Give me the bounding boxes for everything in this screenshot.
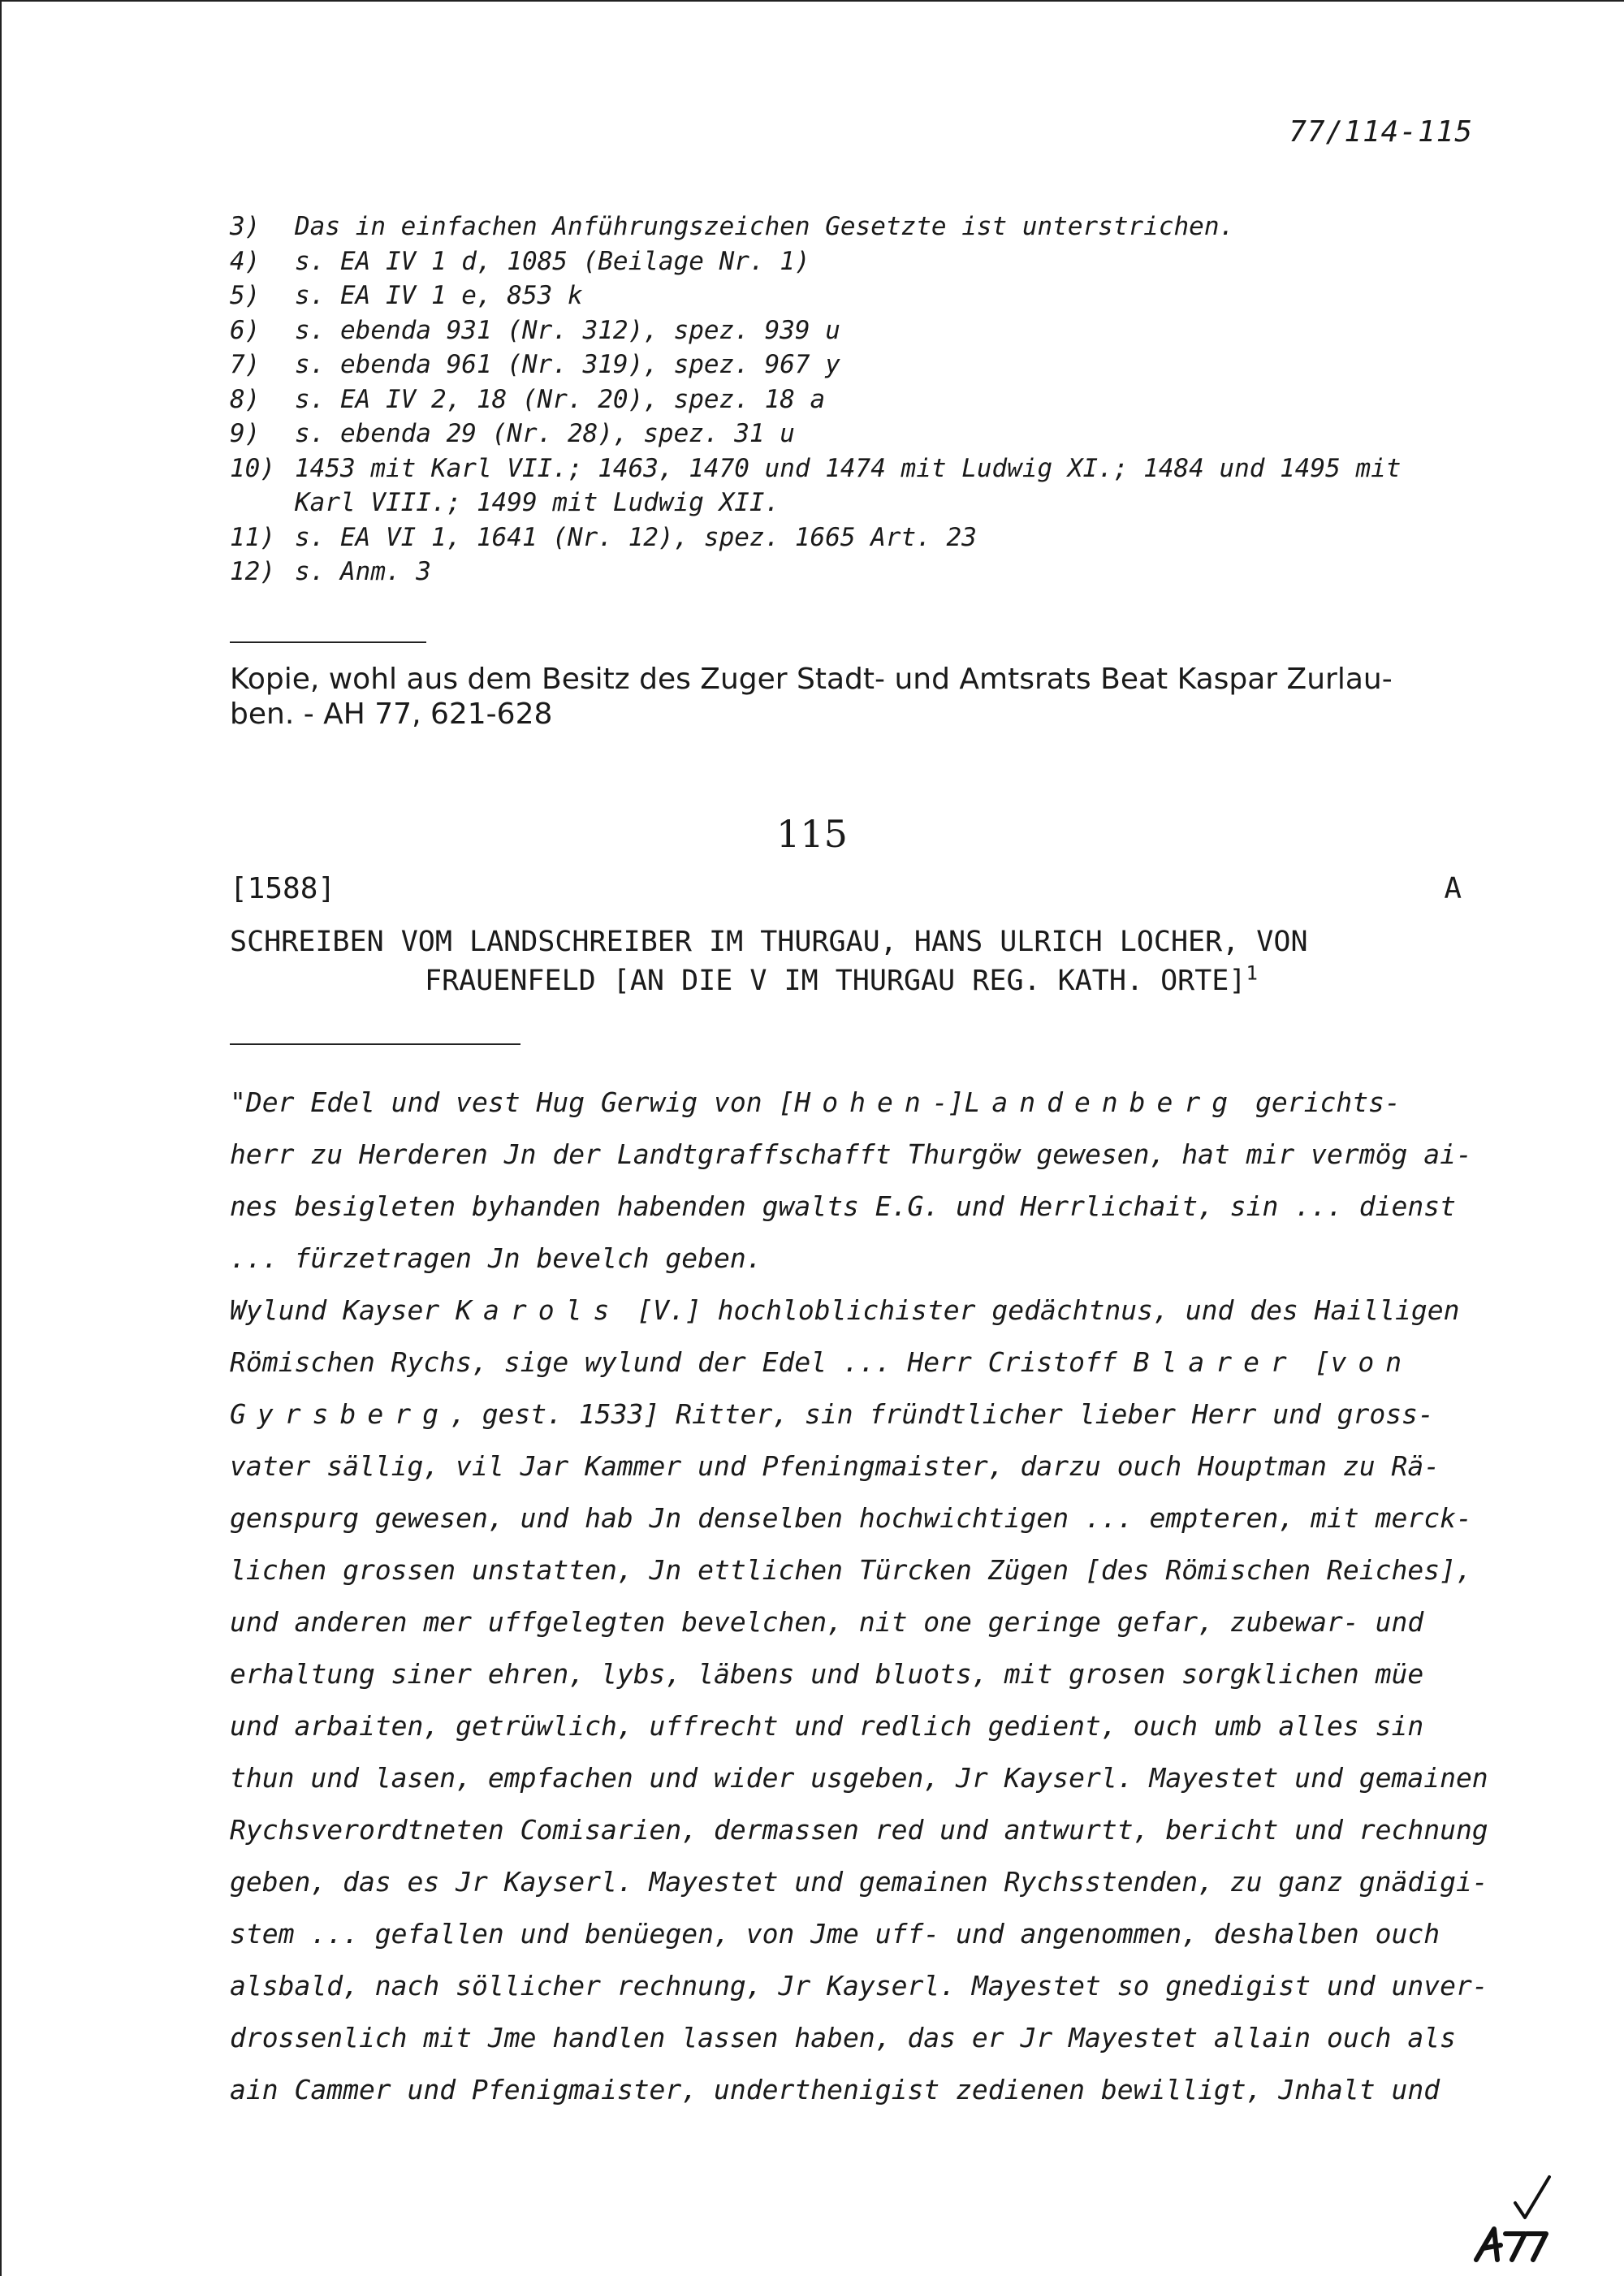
footnote-item: [230, 417, 1497, 451]
footnote-item: [230, 313, 1497, 348]
spaced-name: Gyrsberg: [230, 1398, 450, 1430]
spaced-name: Hohen: [794, 1086, 932, 1118]
text-run: , gest. 1533] Ritter, sin fründtlicher lieber Herr und gross-: [449, 1398, 1434, 1430]
footnote-text: s. Anm. 3: [295, 557, 431, 586]
text-run: [V.] hochloblichister gedächtnus, und des Hailligen: [620, 1294, 1460, 1326]
footnote-number: 6): [230, 315, 261, 345]
footnote-text: s. EA VI 1, 1641 (Nr. 12), spez. 1665 Art. 23: [295, 522, 977, 552]
body-line: Rychsverordtneten Comisarien, dermassen red und antwurtt, bericht und rechnung: [230, 1814, 1488, 1846]
handwritten-check-marks: [1458, 2170, 1572, 2268]
body-line: nes besigleten byhanden habenden gwalts E.G. und Herrlichait, sin ... dienst: [230, 1190, 1456, 1222]
body-line: vater sällig, vil Jar Kammer und Pfeningmaister, darzu ouch Houptman zu Rä-: [230, 1450, 1440, 1482]
footnote-text: s. EA IV 1 d, 1085 (Beilage Nr. 1): [295, 246, 810, 276]
footnote-text: s. ebenda 931 (Nr. 312), spez. 939 u: [295, 315, 840, 345]
footnote-item: [230, 555, 1497, 590]
text-run: [: [1298, 1346, 1331, 1378]
text-run: Wylund Kayser: [230, 1294, 456, 1326]
footnote-number: 11): [230, 522, 275, 552]
body-line: alsbald, nach söllicher rechnung, Jr Kayserl. Mayestet so gnedigist und unver-: [230, 1970, 1488, 2002]
footnote-text: s. ebenda 961 (Nr. 319), spez. 967 y: [295, 350, 840, 379]
body-line: drossenlich mit Jme handlen lassen haben, das er Jr Mayestet allain ouch als: [230, 2022, 1456, 2054]
body-line: [230, 1285, 1513, 1337]
footnote-item: [230, 279, 1497, 313]
footnote-number: 3): [230, 212, 261, 241]
body-line: ... fürzetragen Jn bevelch geben.: [230, 1242, 762, 1274]
spaced-name: Karols: [456, 1294, 621, 1326]
body-line: und arbaiten, getrüwlich, uffrecht und redlich gedient, ouch umb alles sin: [230, 1710, 1424, 1742]
footnote-number: 12): [230, 557, 275, 586]
body-line: erhaltung siner ehren, lybs, läbens und bluots, mit grosen sorgklichen müe: [230, 1658, 1424, 1690]
footnote-text: s. EA IV 1 e, 853 k: [295, 281, 583, 310]
footnote-number: 7): [230, 350, 261, 379]
footnote-text: 1453 mit Karl VII.; 1463, 1470 und 1474 mit Ludwig XI.; 1484 und 1495 mit Karl VIII.; 1499 mit Ludwig XII.: [295, 453, 1402, 517]
footnote-text: Das in einfachen Anführungszeichen Gesetzte ist unterstrichen.: [295, 212, 1235, 241]
footnote-item: [230, 520, 1497, 555]
body-line: stem ... gefallen und benüegen, von Jme uff- und angenommen, deshalben ouch: [230, 1918, 1440, 1950]
footnotes-list: [230, 209, 1497, 590]
text-run: -]: [931, 1086, 965, 1118]
heading-line: SCHREIBEN VOM LANDSCHREIBER IM THURGAU, HANS ULRICH LOCHER, VON: [230, 926, 1308, 958]
body-line: herr zu Herderen Jn der Landtgraffschafft Thurgöw gewesen, hat mir vermög ai-: [230, 1138, 1472, 1170]
source-note-line: Kopie, wohl aus dem Besitz des Zuger Stadt- und Amtsrats Beat Kaspar Zurlau-: [230, 663, 1393, 696]
footnote-item: [230, 348, 1497, 382]
footnote-item: [230, 209, 1497, 244]
body-line: geben, das es Jr Kayserl. Mayestet und gemainen Rychsstenden, zu ganz gnädigi-: [230, 1866, 1488, 1898]
footnote-text: s. EA IV 2, 18 (Nr. 20), spez. 18 a: [295, 384, 826, 414]
footnote-number: 4): [230, 246, 261, 276]
heading-line-text: FRAUENFELD [AN DIE V IM THURGAU REG. KATH. ORTE]: [425, 965, 1246, 997]
footnote-divider: [230, 1043, 520, 1045]
text-run: Römischen Rychs, sige wylund der Edel ... Herr Cristoff: [230, 1346, 1134, 1378]
footnote-marker: 1: [1246, 961, 1258, 985]
body-line: ain Cammer und Pfenigmaister, underthenigist zedienen bewilligt, Jnhalt und: [230, 2074, 1440, 2105]
text-run: "Der Edel und vest Hug Gerwig von [: [230, 1086, 795, 1118]
spaced-name: Landenberg: [964, 1086, 1240, 1118]
document-heading: [230, 922, 1480, 1000]
source-note: [230, 662, 1497, 732]
body-line: und anderen mer uffgelegten bevelchen, nit one geringe gefar, zubewar- und: [230, 1606, 1424, 1638]
body-line: genspurg gewesen, und hab Jn denselben hochwichtigen ... empteren, mit merck-: [230, 1502, 1472, 1534]
footnote-item: [230, 244, 1497, 279]
source-note-line: ben. - AH 77, 621-628: [230, 697, 553, 731]
body-line: lichen grossen unstatten, Jn ettlichen Türcken Zügen [des Römischen Reiches],: [230, 1554, 1472, 1586]
body-line: thun und lasen, empfachen und wider usgeben, Jr Kayserl. Mayestet und gemainen: [230, 1762, 1488, 1794]
document-body: [230, 1077, 1513, 2116]
heading-line: [230, 961, 1480, 1000]
document-date: [1588]: [230, 872, 336, 905]
text-run: gerichts-: [1239, 1086, 1401, 1118]
footnote-item: [230, 382, 1497, 417]
footnote-number: 9): [230, 419, 261, 448]
footnote-number: 10): [230, 453, 275, 483]
footnote-item: [230, 451, 1497, 520]
page-reference: 77/114-115: [1289, 115, 1473, 149]
document-grade: A: [1444, 872, 1462, 905]
section-divider: [230, 641, 426, 643]
body-line: [230, 1337, 1513, 1388]
body-line: [230, 1077, 1513, 1129]
footnote-number: 8): [230, 384, 261, 414]
document-number: 115: [776, 812, 848, 856]
footnote-number: 5): [230, 281, 261, 310]
spaced-name: von: [1330, 1346, 1414, 1378]
footnote-text: s. ebenda 29 (Nr. 28), spez. 31 u: [295, 419, 795, 448]
body-line: [230, 1388, 1513, 1440]
spaced-name: Blarer: [1133, 1346, 1298, 1378]
